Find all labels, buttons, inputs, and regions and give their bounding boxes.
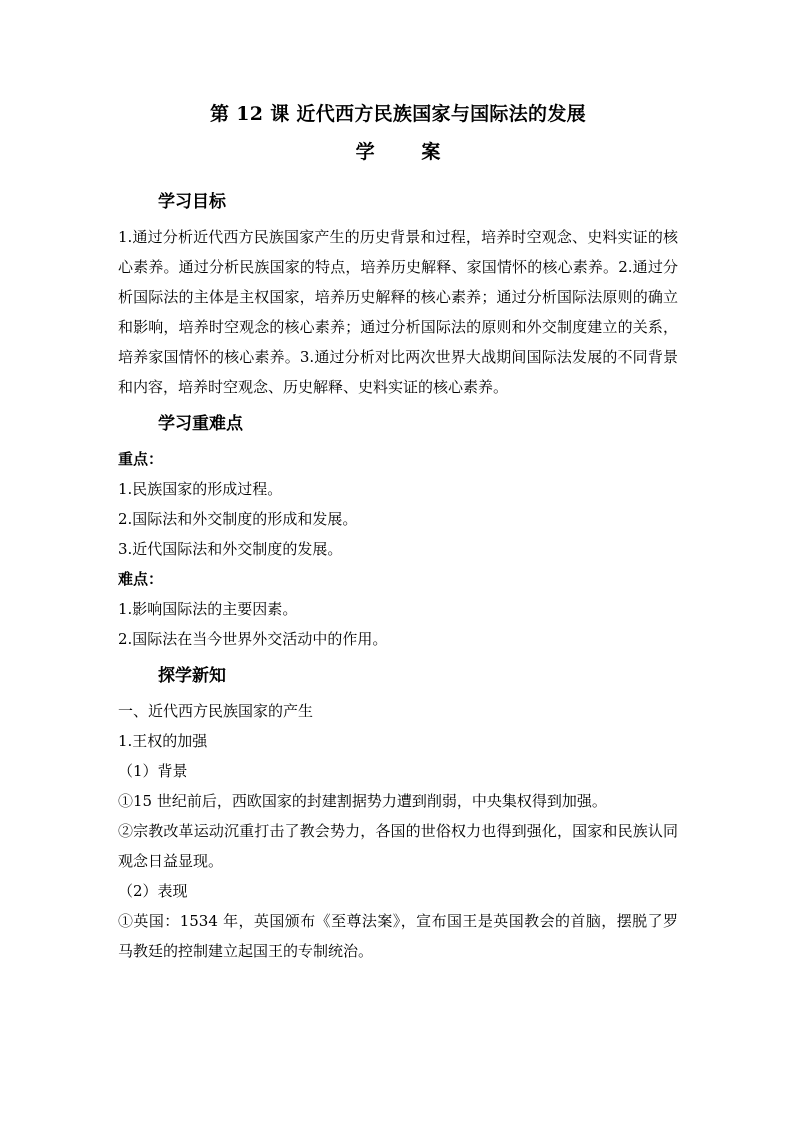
subtitle-char-left: 学 <box>355 141 375 163</box>
performance-label: （2）表现 <box>118 882 188 900</box>
page-subtitle <box>118 138 678 166</box>
background-label: （1）背景 <box>118 762 188 780</box>
background-item: ②宗教改革运动沉重打击了教会势力，各国的世俗权力也得到强化，国家和民族认同观念日益显现。 <box>118 822 678 870</box>
section-title: 一、近代西方民族国家的产生 <box>118 702 314 720</box>
nandian-item: 2.国际法在当今世界外交活动中的作用。 <box>118 630 388 648</box>
document-content <box>118 100 678 966</box>
background-item: ①15 世纪前后，西欧国家的封建割据势力遭到削弱，中央集权得到加强。 <box>118 792 607 810</box>
zhongdian-label: 重点： <box>118 450 164 468</box>
key-points-heading: 学习重难点 <box>158 414 243 434</box>
objectives-heading: 学习目标 <box>158 192 226 212</box>
zhongdian-item: 3.近代国际法和外交制度的发展。 <box>118 540 343 558</box>
nandian-label: 难点： <box>118 570 164 588</box>
explore-heading: 探学新知 <box>158 666 226 686</box>
performance-item: ①英国：1534 年，英国颁布《至尊法案》，宣布国王是英国教会的首脑，摆脱了罗马教廷的控制建立起国王的专制统治。 <box>118 912 678 960</box>
nandian-item: 1.影响国际法的主要因素。 <box>118 600 298 618</box>
zhongdian-item: 1.民族国家的形成过程。 <box>118 480 283 498</box>
objectives-paragraph: 1.通过分析近代西方民族国家产生的历史背景和过程，培养时空观念、史料实证的核心素养。通过分析民族国家的特点，培养历史解释、家国情怀的核心素养。2.通过分析国际法的主体是主权国家，培养历史解释的核心素养；通过分析国际法原则的确立和影响，培养时空观念的核心素养；通过分析国际法的原则和外交制度建立的关系，培养家国情怀的核心素养。3.通过分析对比两次世界大战期间国际法发展的不同背景和内容，培养时空观念、历史解释、史料实证的核心素养。 <box>118 228 678 396</box>
sub-title: 1.王权的加强 <box>118 732 208 750</box>
subtitle-char-right: 案 <box>421 141 441 163</box>
page-title: 第 12 课 近代西方民族国家与国际法的发展 <box>210 103 586 125</box>
zhongdian-item: 2.国际法和外交制度的形成和发展。 <box>118 510 358 528</box>
